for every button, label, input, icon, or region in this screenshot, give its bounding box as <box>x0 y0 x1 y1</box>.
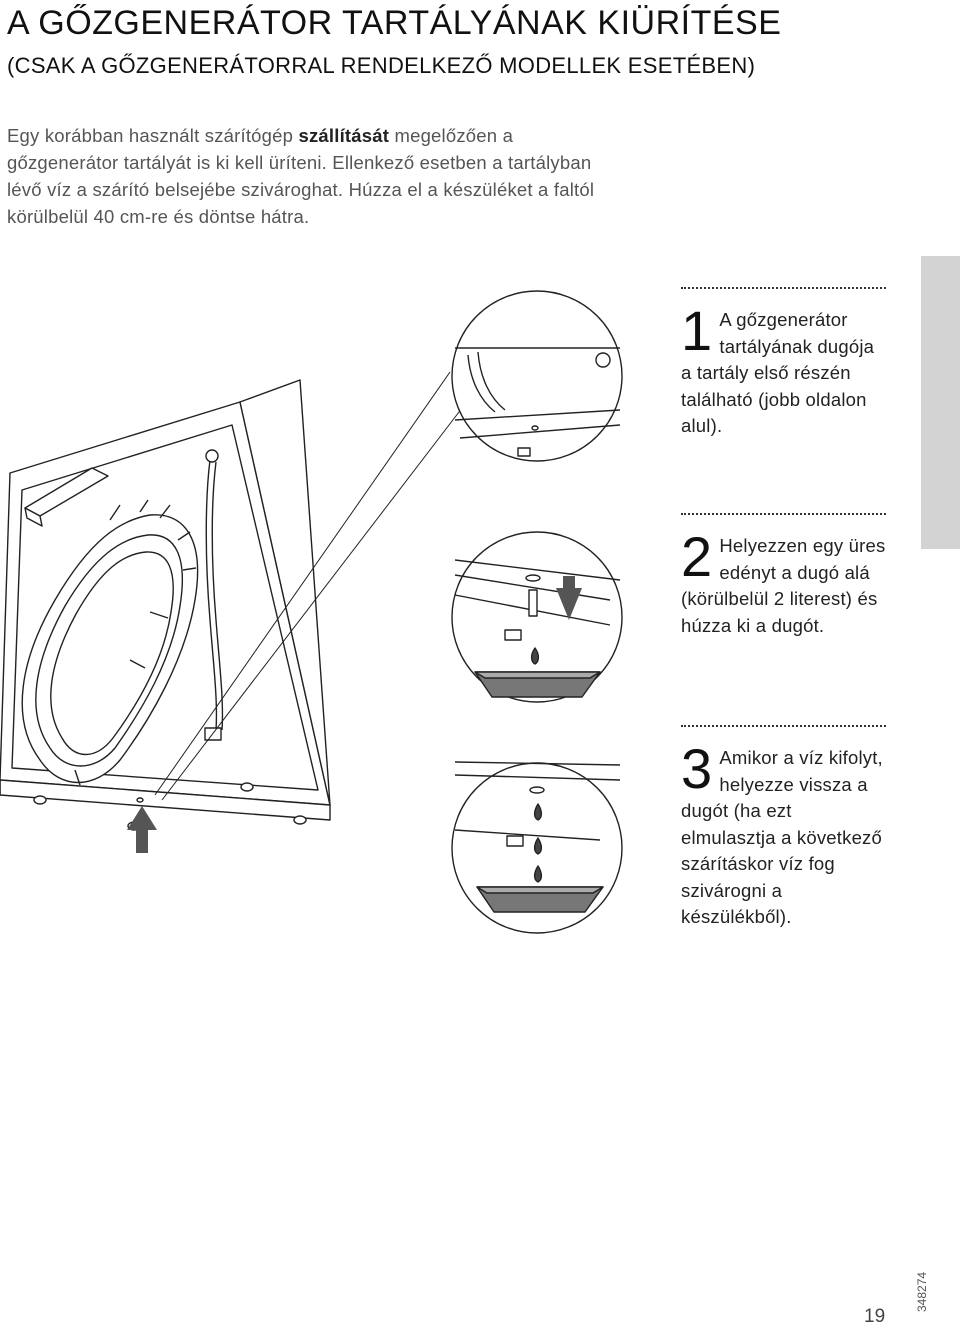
tilted-dryer-drawing <box>0 380 330 830</box>
step-2 <box>681 513 886 639</box>
document-code: 348274 <box>915 1271 929 1312</box>
step-2-number: 2 <box>681 525 713 588</box>
step-3 <box>681 725 886 931</box>
step-1-number: 1 <box>681 299 713 362</box>
intro-text-1: Egy korábban használt szárítógép <box>7 125 299 146</box>
step-2-text: Helyezzen egy üres edényt a dugó alá (körülbelül 2 literest) és húzza ki a dugót. <box>681 535 886 636</box>
detail-circle-2 <box>452 532 622 702</box>
page-number: 19 <box>864 1306 886 1327</box>
push-up-arrow <box>127 806 157 853</box>
page-title: A GŐZGENERÁTOR TARTÁLYÁNAK KIÜRÍTÉSE <box>7 4 782 42</box>
detail-circle-3 <box>452 762 622 933</box>
intro-text-2: megelőzően a gőzgenerátor tartályát is ki kell üríteni. Ellenkező esetben a tartályban lévő víz a szárító belsejébe szivároghat. Húzza el a készüléket a faltól körülbelül 40 cm-re és döntse hátra. <box>7 125 595 227</box>
step-1 <box>681 287 886 440</box>
detail-circle-1 <box>452 291 622 461</box>
step-3-text: Amikor a víz kifolyt, helyezze vissza a dugót (ha ezt elmulasztja a következő szárításkor víz fog szivárogni a készülékből). <box>681 747 883 927</box>
intro-bold-word: szállítását <box>298 125 390 146</box>
page-subtitle: (CSAK A GŐZGENERÁTORRAL RENDELKEZŐ MODELLEK ESETÉBEN) <box>7 53 756 78</box>
step-3-number: 3 <box>681 737 713 800</box>
step-1-text: A gőzgenerátor tartályának dugója a tartály első részén található (jobb oldalon alul). <box>681 309 875 436</box>
